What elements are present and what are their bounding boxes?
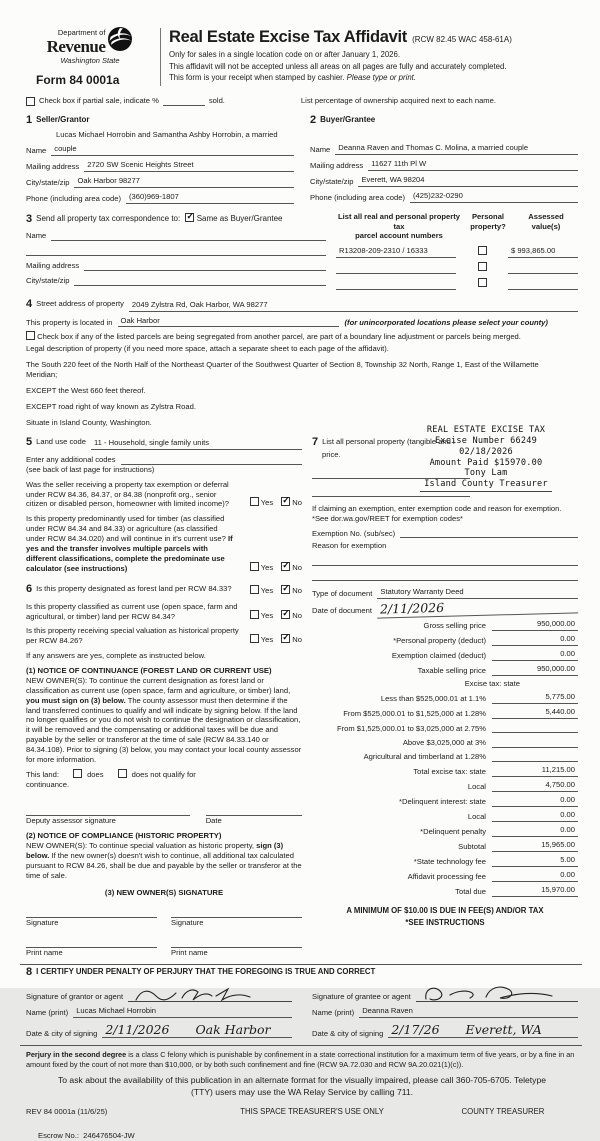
footer-row bbox=[26, 1107, 578, 1117]
personal-property-intro: List all personal property (tangible and i bbox=[322, 437, 455, 447]
county-treasurer-label: COUNTY TREASURER bbox=[461, 1106, 545, 1116]
question-text: Was the seller receiving a property tax exemption or deferral under RCW 84.36, 84.37, or 84.38 (nonprofit org., senior citizen or disabled person, homeowner with limited income)? bbox=[26, 479, 230, 509]
money-row bbox=[312, 692, 578, 704]
yes-label: Yes bbox=[260, 610, 274, 620]
buyer-name-label: Name bbox=[310, 145, 331, 155]
does-label: does bbox=[87, 769, 104, 779]
land-use-code-field[interactable]: 11 - Household, single family units bbox=[91, 438, 302, 450]
yes-no-group bbox=[244, 562, 302, 574]
money-label: Local bbox=[467, 782, 486, 792]
print-name-label: Print name bbox=[171, 947, 208, 957]
subtotal-field[interactable]: 15,965.00 bbox=[492, 840, 578, 852]
parcel-row bbox=[336, 262, 578, 274]
date-of-document-label: Date of document bbox=[312, 605, 372, 615]
personal-property-checkbox[interactable] bbox=[478, 262, 487, 271]
form-header bbox=[26, 26, 578, 88]
personal-property-deduct-field[interactable]: 0.00 bbox=[492, 634, 578, 646]
grantor-signature bbox=[132, 985, 262, 1005]
affidavit-processing-fee-field[interactable]: 0.00 bbox=[492, 870, 578, 882]
same-as-buyer-label: Same as Buyer/Grantee bbox=[196, 213, 283, 223]
buyer-city-field[interactable]: Everett, WA 98204 bbox=[358, 175, 578, 187]
money-label: Taxable selling price bbox=[417, 665, 486, 675]
header-note-1: Only for sales in a single location code on or after January 1, 2026. bbox=[169, 49, 401, 59]
money-label: Above $3,025,000 at 3% bbox=[402, 737, 486, 747]
new-owner-signature-line[interactable] bbox=[26, 907, 157, 918]
grantee-signature-line[interactable] bbox=[416, 988, 578, 1002]
correspondence-mailing-field[interactable] bbox=[84, 260, 326, 271]
money-label: *Personal property (deduct) bbox=[393, 635, 486, 645]
seller-phone-label: Phone (including area code) bbox=[26, 193, 121, 203]
new-owner-signature-line[interactable] bbox=[171, 907, 302, 918]
grantor-signature-line[interactable] bbox=[128, 988, 292, 1002]
escrow-number: Escrow No.: 246476504-JW bbox=[38, 1130, 135, 1140]
section-2-title: Buyer/Grantee bbox=[320, 115, 376, 125]
segregated-checkbox[interactable] bbox=[26, 331, 35, 340]
section-tax bbox=[312, 425, 578, 957]
current-use-question bbox=[26, 602, 302, 622]
correspondence-mailing-label: Mailing address bbox=[26, 261, 80, 271]
notice-continuance-title: (1) NOTICE OF CONTINUANCE (FOREST LAND OR CURRENT USE) bbox=[26, 665, 272, 675]
assessed-value-field[interactable]: $ 993,865.00 bbox=[508, 246, 578, 258]
parcel-table bbox=[336, 212, 578, 291]
parcel-number-field[interactable] bbox=[336, 279, 456, 290]
correspondence-name-field-2[interactable] bbox=[26, 245, 326, 256]
seller-phone-field[interactable]: (360)969-1807 bbox=[126, 192, 294, 204]
yes-checkbox[interactable] bbox=[250, 610, 259, 619]
no-checkbox[interactable] bbox=[281, 610, 290, 619]
stamp-excise-number: Excise Number 66249 bbox=[434, 436, 538, 447]
money-row bbox=[312, 855, 578, 867]
section-seller bbox=[26, 113, 294, 204]
grantee-date-city-label: Date & city of signing bbox=[312, 1028, 384, 1038]
signature-label: Signature bbox=[26, 917, 59, 927]
deputy-signature-label: Deputy assessor signature bbox=[26, 816, 116, 826]
correspondence-name-field[interactable] bbox=[51, 230, 326, 241]
perjury-notice: Perjury in the second degree is a class C felony which is punishable by confinement in a state correctional institution for a maximum term of five years, or by a fine in an amount fixed by the court of not more than $10,000, or by both such confinement and fine (RCW 9A.72.030 and RCW 9A.20.021(1)(c)). bbox=[26, 1050, 575, 1069]
deputy-date-label: Date bbox=[205, 816, 222, 826]
money-row bbox=[312, 780, 578, 792]
buyer-name-field[interactable]: Deanna Raven and Thomas C. Molina, a married couple bbox=[335, 143, 578, 155]
partial-sale-checkbox[interactable] bbox=[26, 97, 35, 106]
tier2-tax-field[interactable]: 5,440.00 bbox=[492, 707, 578, 719]
treasurer-use-only-label: THIS SPACE TREASURER'S USE ONLY bbox=[240, 1106, 384, 1116]
personal-property-intro-2: price. bbox=[322, 449, 341, 459]
no-label: No bbox=[292, 498, 302, 508]
partial-sale-row bbox=[26, 96, 578, 106]
exemption-note: If claiming an exemption, enter exemption code and reason for exemption. *See dor.wa.gov/REET for exemption codes* bbox=[312, 503, 562, 523]
section-buyer bbox=[310, 113, 578, 204]
money-row bbox=[312, 634, 578, 646]
section-4-number: 4 bbox=[26, 298, 33, 311]
header-divider bbox=[160, 28, 161, 86]
no-checkbox[interactable] bbox=[281, 562, 290, 571]
tier1-tax-field[interactable]: 5,775.00 bbox=[492, 692, 578, 704]
parcel-row bbox=[336, 246, 578, 258]
no-checkbox[interactable] bbox=[281, 585, 290, 594]
parcel-row bbox=[336, 278, 578, 290]
section-5-number: 5 bbox=[26, 436, 33, 449]
seller-city-field[interactable]: Oak Harbor 98277 bbox=[74, 176, 294, 188]
notice-compliance-body: NEW OWNER(S): To continue special valuation as historic property, sign (3) below. If the new owner(s) doesn't wish to continue, all additional tax calculated pursuant to RCW 84.26, shall be due and payable by the seller or transferor at the time of sale. bbox=[26, 841, 302, 880]
revenue-wordmark: Revenue bbox=[46, 36, 106, 56]
yes-label: Yes bbox=[260, 562, 274, 572]
located-in-field[interactable]: Oak Harbor bbox=[118, 316, 339, 328]
deputy-date-line[interactable] bbox=[206, 805, 302, 816]
parcel-number-field[interactable]: R13208-209-2310 / 16333 bbox=[336, 246, 456, 258]
money-label: *Delinquent penalty bbox=[420, 827, 486, 837]
buyer-phone-field[interactable]: (425)232-0290 bbox=[410, 191, 578, 203]
legal-description-p3: EXCEPT road right of way known as Zylstra Road. bbox=[26, 401, 196, 411]
legal-description-label: Legal description of property (if you need more space, attach a separate sheet to each page of the affidavit). bbox=[26, 344, 389, 354]
segregated-label: Check box if any of the listed parcels are being segregated from another parcel, are part of a boundary line adjustment or parcels being merged. bbox=[37, 332, 521, 342]
section-8-number: 8 bbox=[26, 966, 33, 979]
section-2-number: 2 bbox=[310, 114, 317, 127]
date-of-document-field[interactable]: 2/11/2026 bbox=[377, 598, 578, 618]
street-address-label: Street address of property bbox=[36, 299, 124, 309]
revenue-logo-icon bbox=[107, 26, 133, 55]
agricultural-tax-field[interactable] bbox=[492, 751, 578, 762]
tier3-tax-field[interactable] bbox=[492, 722, 578, 733]
alternate-format-notice: To ask about the availability of this publication in an alternate format for the visually impaired, please call 360-705-6705. Teletype (TTY) users may use the WA Relay Service by calling 711. bbox=[57, 1075, 547, 1097]
page-title: Real Estate Excise Tax Affidavit bbox=[169, 28, 408, 46]
section-certify bbox=[26, 965, 578, 1038]
forest-land-question bbox=[26, 582, 302, 596]
treasurer-stamp bbox=[390, 425, 582, 491]
money-row bbox=[312, 795, 578, 807]
grantee-print-name-label: Name (print) bbox=[312, 1007, 355, 1017]
does-not-checkbox[interactable] bbox=[118, 769, 127, 778]
see-back-note: (see back of last page for instructions) bbox=[26, 464, 155, 474]
no-checkbox[interactable] bbox=[281, 634, 290, 643]
question-text: 6 Is this property designated as forest land per RCW 84.33? bbox=[26, 583, 232, 596]
new-owner-print-row bbox=[26, 937, 302, 958]
money-label: Local bbox=[467, 812, 486, 822]
grantor-print-name-field[interactable]: Lucas Michael Horrobin bbox=[73, 1006, 292, 1018]
no-checkbox[interactable] bbox=[281, 497, 290, 506]
additional-codes-field[interactable] bbox=[121, 454, 303, 465]
money-row bbox=[312, 765, 578, 777]
washington-state-label: Washington State bbox=[60, 55, 120, 65]
minimum-due-note: A MINIMUM OF $10.00 IS DUE IN FEE(S) AND/OR TAX *SEE INSTRUCTIONS bbox=[346, 906, 544, 927]
assessed-value-field[interactable] bbox=[508, 279, 578, 290]
money-row bbox=[312, 885, 578, 897]
ownership-percentage-note: List percentage of ownership acquired next to each name. bbox=[300, 96, 496, 106]
money-row bbox=[312, 870, 578, 882]
tier4-tax-field[interactable] bbox=[492, 737, 578, 748]
new-owner-print-line[interactable] bbox=[26, 937, 157, 948]
money-row bbox=[312, 649, 578, 661]
buyer-mailing-label: Mailing address bbox=[310, 161, 364, 171]
form-number: Form 84 0001a bbox=[36, 72, 120, 87]
money-row bbox=[312, 619, 578, 631]
grantor-signature-label: Signature of grantor or agent bbox=[26, 991, 124, 1001]
same-as-buyer-checkbox[interactable] bbox=[185, 213, 194, 222]
reason-field-2[interactable] bbox=[312, 570, 578, 581]
agency-block bbox=[26, 26, 154, 88]
sold-label: sold. bbox=[208, 96, 225, 106]
section-3-number: 3 bbox=[26, 212, 33, 225]
money-row bbox=[312, 737, 578, 748]
gross-selling-price-field[interactable]: 950,000.00 bbox=[492, 619, 578, 631]
grantor-print-name-label: Name (print) bbox=[26, 1007, 69, 1017]
money-label: Total excise tax: state bbox=[413, 766, 486, 776]
seller-mailing-label: Mailing address bbox=[26, 162, 80, 172]
personal-property-checkbox[interactable] bbox=[478, 278, 487, 287]
buyer-mailing-field[interactable]: 11627 11th Pl W bbox=[368, 159, 578, 171]
delinquent-interest-state-field[interactable]: 0.00 bbox=[492, 795, 578, 807]
header-note-3: This form is your receipt when stamped by cashier. Please type or print. bbox=[169, 73, 417, 83]
money-row bbox=[312, 810, 578, 822]
notice-continuance-body: NEW OWNER(S): To continue the current designation as forest land or classification as current use (open space, farm and agriculture, or timber) land, you must sign on (3) below. The county assessor must then determine if the land transferred continues to qualify and will indicate by signing below. If the land no longer qualifies or you do not wish to continue the designation or classification, it will be removed and the compensating or additional taxes will be due and payable by the seller or transferor at the time of sale (RCW 84.33.140 or 84.34.108). Prior to signing (3) below, you may contact your local county assessor for more information. bbox=[26, 675, 302, 764]
located-in-label: This property is located in bbox=[26, 317, 113, 327]
stamp-date: 02/18/2026 bbox=[459, 446, 513, 457]
continuance-label: continuance. bbox=[26, 779, 70, 789]
historical-property-question bbox=[26, 626, 302, 646]
assessed-value-header: Assessed value(s) bbox=[528, 211, 564, 231]
yes-checkbox[interactable] bbox=[250, 585, 259, 594]
buyer-city-label: City/state/zip bbox=[310, 177, 354, 187]
form-revision: REV 84 0001a (11/6/25) bbox=[26, 1106, 108, 1116]
grantor-date-city-label: Date & city of signing bbox=[26, 1028, 98, 1038]
stamp-amount-paid: Amount Paid $15970.00 bbox=[429, 457, 543, 468]
money-row bbox=[312, 664, 578, 676]
type-of-document-label: Type of document bbox=[312, 589, 373, 599]
seller-exemption-question bbox=[26, 480, 302, 510]
question-text: Is this property predominantly used for timber (as classified under RCW 84.34 and 84.33) or agriculture (as classified under RCW 84.34.020) and will continue in it's current use? If yes and the transfer involves multiple parcels with different classifications, complete the predominate use calculator (see instructions) bbox=[26, 514, 233, 573]
money-label: Subtotal bbox=[458, 842, 486, 852]
correspondence-city-field[interactable] bbox=[74, 275, 326, 286]
seller-name-field[interactable]: couple bbox=[51, 144, 294, 156]
question-text: Is this property receiving special valuation as historical property per RCW 84.26? bbox=[26, 626, 239, 646]
certify-title: I CERTIFY UNDER PENALTY OF PERJURY THAT THE FOREGOING IS TRUE AND CORRECT bbox=[36, 967, 376, 977]
no-label: No bbox=[292, 635, 302, 645]
personal-property-header: Personal property? bbox=[470, 211, 506, 231]
if-any-yes-note: If any answers are yes, complete as instructed below. bbox=[26, 651, 206, 661]
yes-checkbox[interactable] bbox=[250, 634, 259, 643]
does-checkbox[interactable] bbox=[73, 769, 82, 778]
yes-label: Yes bbox=[260, 585, 274, 595]
section-land-use bbox=[26, 435, 302, 573]
money-label: From $1,525,000.01 to $3,025,000 at 2.75% bbox=[336, 723, 486, 733]
land-qualify-row bbox=[26, 769, 302, 780]
total-due-field[interactable]: 15,970.00 bbox=[492, 885, 578, 897]
correspondence-name-label: Name bbox=[26, 231, 47, 241]
state-technology-fee-field[interactable]: 5.00 bbox=[492, 855, 578, 867]
stamp-treasurer-name: Tony Lam bbox=[464, 468, 508, 479]
section-1-number: 1 bbox=[26, 114, 33, 127]
exemption-claimed-field[interactable]: 0.00 bbox=[492, 649, 578, 661]
no-label: No bbox=[292, 585, 302, 595]
money-label: Exemption claimed (deduct) bbox=[391, 650, 486, 660]
seller-name-label: Name bbox=[26, 146, 47, 156]
money-label: Agricultural and timberland at 1.28% bbox=[363, 751, 486, 761]
partial-sale-label: Check box if partial sale, indicate % bbox=[39, 96, 159, 106]
money-row bbox=[312, 707, 578, 719]
divider bbox=[20, 1045, 582, 1046]
stamp-title: REAL ESTATE EXCISE TAX bbox=[426, 425, 546, 436]
no-label: No bbox=[292, 610, 302, 620]
excise-tax-state-header: Excise tax: state bbox=[464, 679, 520, 689]
notice-compliance-title: (2) NOTICE OF COMPLIANCE (HISTORIC PROPERTY) bbox=[26, 831, 222, 841]
this-land-label: This land: bbox=[26, 769, 59, 779]
exemption-number-label: Exemption No. (sub/sec) bbox=[312, 528, 396, 538]
money-label: *State technology fee bbox=[413, 857, 486, 867]
delinquent-penalty-field[interactable]: 0.00 bbox=[492, 825, 578, 837]
reason-for-exemption-label: Reason for exemption bbox=[312, 541, 387, 551]
grantee-print-name-field[interactable]: Deanna Raven bbox=[359, 1006, 578, 1018]
delinquent-interest-local-field[interactable]: 0.00 bbox=[492, 810, 578, 822]
grantor-date-city-field[interactable]: 2/11/2026 Oak Harbor bbox=[102, 1024, 292, 1039]
new-owner-print-line[interactable] bbox=[171, 937, 302, 948]
yes-no-group bbox=[244, 610, 302, 622]
grantee-date-city-field[interactable]: 2/17/26 Everett, WA bbox=[388, 1024, 578, 1039]
yes-label: Yes bbox=[260, 498, 274, 508]
new-owner-signature-title: (3) NEW OWNER(S) SIGNATURE bbox=[104, 887, 224, 897]
local-tax-field[interactable]: 4,750.00 bbox=[492, 780, 578, 792]
yes-label: Yes bbox=[260, 635, 274, 645]
section-property bbox=[26, 297, 578, 427]
buyer-phone-label: Phone (including area code) bbox=[310, 192, 405, 202]
yes-checkbox[interactable] bbox=[250, 497, 259, 506]
parcel-number-field[interactable] bbox=[336, 263, 456, 274]
personal-property-checkbox[interactable] bbox=[478, 246, 487, 255]
deputy-signature-line[interactable] bbox=[26, 805, 190, 816]
correspondence-city-label: City/state/zip bbox=[26, 276, 70, 286]
money-label: From $525,000.01 to $1,525,000 at 1.28% bbox=[343, 709, 486, 719]
section-correspondence bbox=[26, 212, 578, 291]
header-note-2: This affidavit will not be accepted unless all areas on all pages are fully and accurately completed. bbox=[169, 61, 507, 71]
taxable-selling-price-field[interactable]: 950,000.00 bbox=[492, 664, 578, 676]
print-name-label: Print name bbox=[26, 947, 63, 957]
section-6-number: 6 bbox=[26, 583, 33, 596]
stamp-treasurer-title: Island County Treasurer bbox=[420, 479, 552, 492]
deputy-assessor-row bbox=[26, 805, 302, 826]
section-1-title: Seller/Grantor bbox=[36, 115, 90, 125]
yes-no-group bbox=[244, 634, 302, 646]
money-row bbox=[312, 840, 578, 852]
seller-city-label: City/state/zip bbox=[26, 177, 70, 187]
partial-percent-field[interactable] bbox=[163, 97, 205, 106]
grantee-signature-label: Signature of grantee or agent bbox=[312, 991, 411, 1001]
assessed-value-field[interactable] bbox=[508, 263, 578, 274]
money-label: Total due bbox=[455, 887, 486, 897]
total-excise-state-field[interactable]: 11,215.00 bbox=[492, 765, 578, 777]
money-label: *Delinquent interest: state bbox=[399, 797, 486, 807]
unincorporated-note: (for unincorporated locations please select your county) bbox=[344, 317, 548, 327]
yes-no-group bbox=[244, 585, 302, 597]
type-of-document-field[interactable]: Statutory Warranty Deed bbox=[377, 587, 578, 599]
yes-no-group bbox=[244, 497, 302, 509]
timber-agriculture-question bbox=[26, 514, 302, 573]
correspondence-label: Send all property tax correspondence to: bbox=[36, 213, 181, 223]
grantee-signature bbox=[420, 983, 560, 1005]
question-text: Is this property classified as current use (open space, farm and agricultural, or timber) land per RCW 84.34? bbox=[26, 601, 238, 621]
rcw-reference: (RCW 82.45 WAC 458-61A) bbox=[412, 35, 512, 44]
signature-label: Signature bbox=[171, 917, 204, 927]
dept-of-label: Department of bbox=[57, 28, 106, 37]
land-use-label: Land use code bbox=[36, 437, 86, 447]
seller-name-overflow: Lucas Michael Horrobin and Samantha Ashby Horrobin, a married bbox=[56, 130, 278, 140]
reason-field[interactable] bbox=[312, 555, 578, 566]
money-row bbox=[312, 722, 578, 733]
money-label: Gross selling price bbox=[423, 620, 486, 630]
legal-description-p2: EXCEPT the West 660 feet thereof. bbox=[26, 385, 146, 395]
money-row bbox=[312, 825, 578, 837]
seller-mailing-field[interactable]: 2720 SW Scenic Heights Street bbox=[84, 160, 294, 172]
no-label: No bbox=[292, 562, 302, 572]
section-classifications bbox=[26, 582, 302, 957]
section-7-number: 7 bbox=[312, 436, 319, 449]
street-address-field[interactable]: 2049 Zylstra Rd, Oak Harbor, WA 98277 bbox=[129, 300, 578, 312]
legal-description-p4: Situate in Island County, Washington. bbox=[26, 417, 152, 427]
money-label: Affidavit processing fee bbox=[407, 872, 486, 882]
legal-description-p1: The South 220 feet of the North Half of the Northeast Quarter of the Southwest Quarter of Section 8, Township 32 North, Range 1, East of the Willamette Meridian; bbox=[26, 360, 539, 380]
additional-codes-label: Enter any additional codes bbox=[26, 454, 116, 464]
exemption-number-field[interactable] bbox=[400, 527, 578, 538]
money-label: Less than $525,000.01 at 1.1% bbox=[380, 694, 486, 704]
parcel-numbers-header: List all real and personal property tax parcel account numbers bbox=[338, 211, 460, 241]
money-row bbox=[312, 751, 578, 762]
yes-checkbox[interactable] bbox=[250, 562, 259, 571]
does-not-label: does not qualify for bbox=[131, 769, 196, 779]
new-owner-signature-row bbox=[26, 907, 302, 928]
